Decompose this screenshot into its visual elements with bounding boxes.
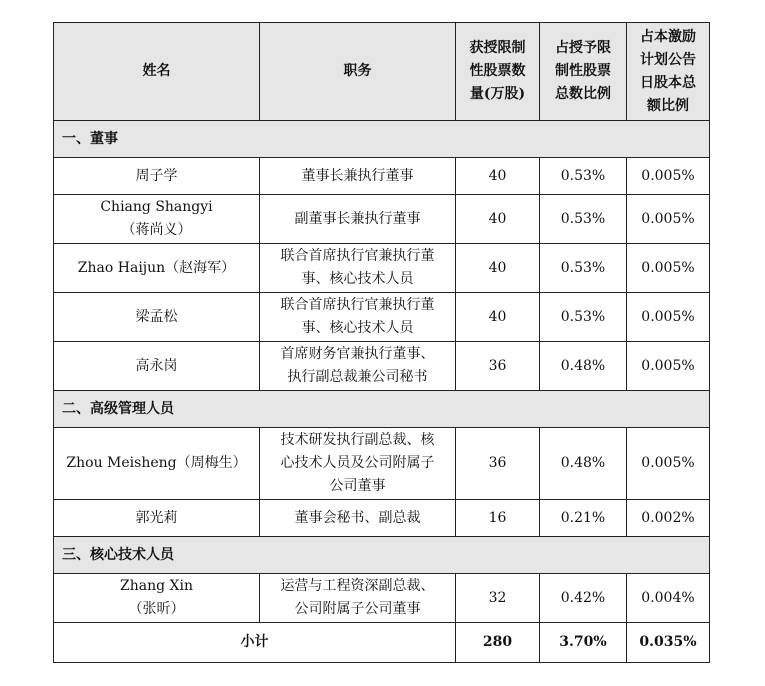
table-row — [54, 195, 710, 244]
cell-position: 董事长兼执行董事 — [260, 158, 456, 195]
cell-pct-grant: 0.21% — [540, 500, 627, 537]
cell-pct-grant: 0.53% — [540, 244, 627, 293]
cell-pct-capital: 0.002% — [627, 500, 710, 537]
section-title: 一、董事 — [54, 121, 710, 158]
table-row — [54, 342, 710, 391]
cell-shares: 16 — [456, 500, 540, 537]
section-row-core-tech — [54, 537, 710, 574]
cell-pct-grant: 0.48% — [540, 342, 627, 391]
table-row — [54, 428, 710, 500]
section-row-senior-management — [54, 391, 710, 428]
table-row — [54, 500, 710, 537]
cell-pct-grant: 0.53% — [540, 195, 627, 244]
cell-position: 首席财务官兼执行董事、 执行副总裁兼公司秘书 — [260, 342, 456, 391]
cell-position: 董事会秘书、副总裁 — [260, 500, 456, 537]
header-position: 职务 — [260, 23, 456, 121]
cell-pct-capital: 0.005% — [627, 293, 710, 342]
header-pct-capital: 占本激励 计划公告 日股本总 额比例 — [627, 23, 710, 121]
cell-pct-grant: 0.48% — [540, 428, 627, 500]
cell-shares: 36 — [456, 342, 540, 391]
cell-pct-capital: 0.005% — [627, 195, 710, 244]
cell-name: 高永岗 — [54, 342, 260, 391]
subtotal-shares: 280 — [456, 623, 540, 663]
table-row — [54, 574, 710, 623]
cell-pct-capital: 0.005% — [627, 342, 710, 391]
cell-name: Zhang Xin （张昕） — [54, 574, 260, 623]
cell-shares: 36 — [456, 428, 540, 500]
cell-shares: 40 — [456, 195, 540, 244]
section-title: 三、核心技术人员 — [54, 537, 710, 574]
cell-pct-capital: 0.005% — [627, 244, 710, 293]
cell-name: 郭光莉 — [54, 500, 260, 537]
cell-shares: 40 — [456, 293, 540, 342]
table-row — [54, 244, 710, 293]
cell-pct-capital: 0.004% — [627, 574, 710, 623]
cell-position: 联合首席执行官兼执行董 事、核心技术人员 — [260, 293, 456, 342]
cell-name: 周子学 — [54, 158, 260, 195]
cell-pct-grant: 0.53% — [540, 293, 627, 342]
cell-position: 副董事长兼执行董事 — [260, 195, 456, 244]
cell-pct-grant: 0.42% — [540, 574, 627, 623]
header-name: 姓名 — [54, 23, 260, 121]
cell-position: 运营与工程资深副总裁、 公司附属子公司董事 — [260, 574, 456, 623]
header-shares: 获授限制 性股票数 量(万股) — [456, 23, 540, 121]
cell-pct-capital: 0.005% — [627, 158, 710, 195]
cell-name: Chiang Shangyi （蒋尚义） — [54, 195, 260, 244]
header-row — [54, 23, 710, 121]
subtotal-label: 小计 — [54, 623, 456, 663]
table-row — [54, 293, 710, 342]
header-pct-grant: 占授予限 制性股票 总数比例 — [540, 23, 627, 121]
cell-shares: 32 — [456, 574, 540, 623]
cell-shares: 40 — [456, 158, 540, 195]
cell-position: 技术研发执行副总裁、核 心技术人员及公司附属子 公司董事 — [260, 428, 456, 500]
section-row-directors — [54, 121, 710, 158]
cell-name: 梁孟松 — [54, 293, 260, 342]
cell-pct-capital: 0.005% — [627, 428, 710, 500]
cell-shares: 40 — [456, 244, 540, 293]
subtotal-pct-grant: 3.70% — [540, 623, 627, 663]
cell-pct-grant: 0.53% — [540, 158, 627, 195]
cell-name: Zhou Meisheng（周梅生） — [54, 428, 260, 500]
cell-position: 联合首席执行官兼执行董 事、核心技术人员 — [260, 244, 456, 293]
subtotal-row — [54, 623, 710, 663]
table-row — [54, 158, 710, 195]
cell-name: Zhao Haijun（赵海军） — [54, 244, 260, 293]
equity-incentive-table — [53, 22, 710, 663]
section-title: 二、高级管理人员 — [54, 391, 710, 428]
subtotal-pct-capital: 0.035% — [627, 623, 710, 663]
